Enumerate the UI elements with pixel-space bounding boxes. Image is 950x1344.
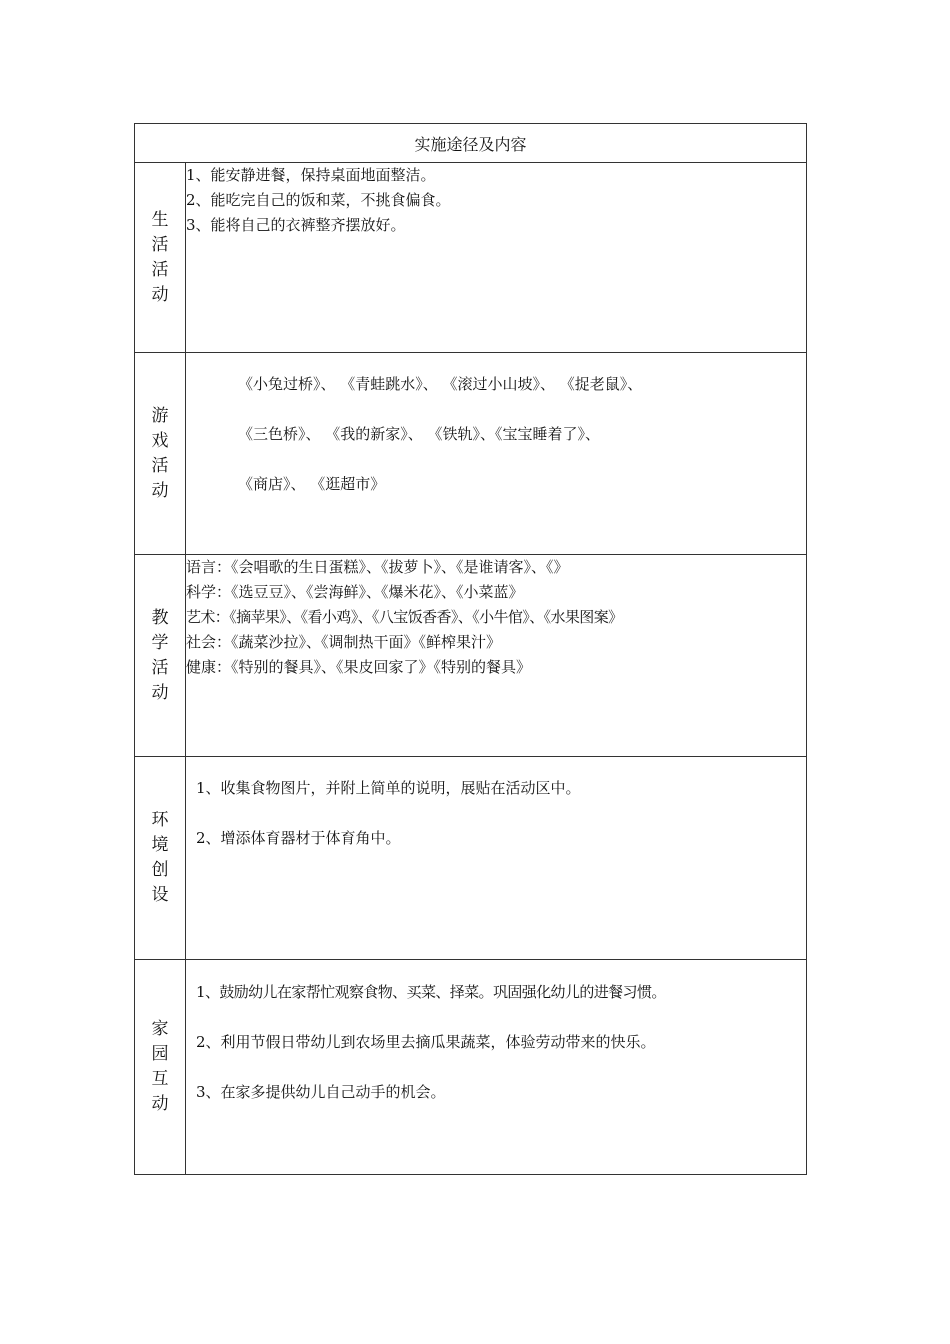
row-label: 游戏活动	[151, 405, 169, 501]
row-label: 家园互动	[151, 1019, 169, 1114]
content-line: 2、利用节假日带幼儿到农场里去摘瓜果蔬菜，体验劳动带来的快乐。	[196, 1033, 656, 1051]
content-line: 3、在家多提供幼儿自己动手的机会。	[196, 1083, 446, 1101]
content-line: 1、收集食物图片，并附上简单的说明，展贴在活动区中。	[196, 779, 581, 797]
content-line: 《商店》、 《逛超市》	[238, 475, 386, 493]
row-label-cell	[135, 353, 186, 555]
table-header: 实施途径及内容	[135, 124, 807, 163]
implementation-table	[134, 123, 807, 1175]
row-content	[186, 757, 807, 960]
row-label: 生活活动	[151, 209, 169, 305]
row-content	[186, 353, 807, 555]
content-line: 3、能将自己的衣裤整齐摆放好。	[186, 216, 406, 234]
row-content	[186, 163, 807, 353]
row-content	[186, 555, 807, 757]
content-line: 科学：《选豆豆》、《尝海鲜》、《爆米花》、《小菜蓝》	[186, 583, 524, 601]
row-label-cell	[135, 555, 186, 757]
content-line: 2、能吃完自己的饭和菜，不挑食偏食。	[186, 191, 451, 209]
content-line: 2、增添体育器材于体育角中。	[196, 829, 401, 847]
table-row	[135, 757, 807, 960]
content-line: 1、能安静进餐，保持桌面地面整洁。	[186, 166, 436, 184]
content-line: 健康：《特别的餐具》、《果皮回家了》《特别的餐具》	[186, 658, 532, 676]
row-label-cell	[135, 163, 186, 353]
content-line: 艺术：《摘苹果》、《看小鸡》、《八宝饭香香》、《小牛倌》、《水果图案》	[186, 608, 623, 626]
content-line: 社会：《蔬菜沙拉》、《调制热干面》《鲜榨果汁》	[186, 633, 502, 651]
table-row	[135, 960, 807, 1175]
row-content	[186, 960, 807, 1175]
row-label-cell	[135, 960, 186, 1175]
row-label: 教学活动	[151, 607, 169, 703]
table-row	[135, 353, 807, 555]
row-label-cell	[135, 757, 186, 960]
content-line: 《小兔过桥》、 《青蛙跳水》、 《滚过小山坡》、 《捉老鼠》、	[238, 375, 643, 393]
content-line: 1、鼓励幼儿在家帮忙观察食物、买菜、择菜。巩固强化幼儿的进餐习惯。	[196, 983, 666, 1001]
table-row	[135, 555, 807, 757]
row-label: 环境创设	[151, 810, 169, 905]
content-line: 语言：《会唱歌的生日蛋糕》、《拔萝卜》、《是谁请客》、《》	[186, 558, 569, 576]
content-line: 《三色桥》、 《我的新家》、 《铁轨》、《宝宝睡着了》、	[238, 425, 601, 443]
table-header-row	[135, 124, 807, 163]
table-row	[135, 163, 807, 353]
